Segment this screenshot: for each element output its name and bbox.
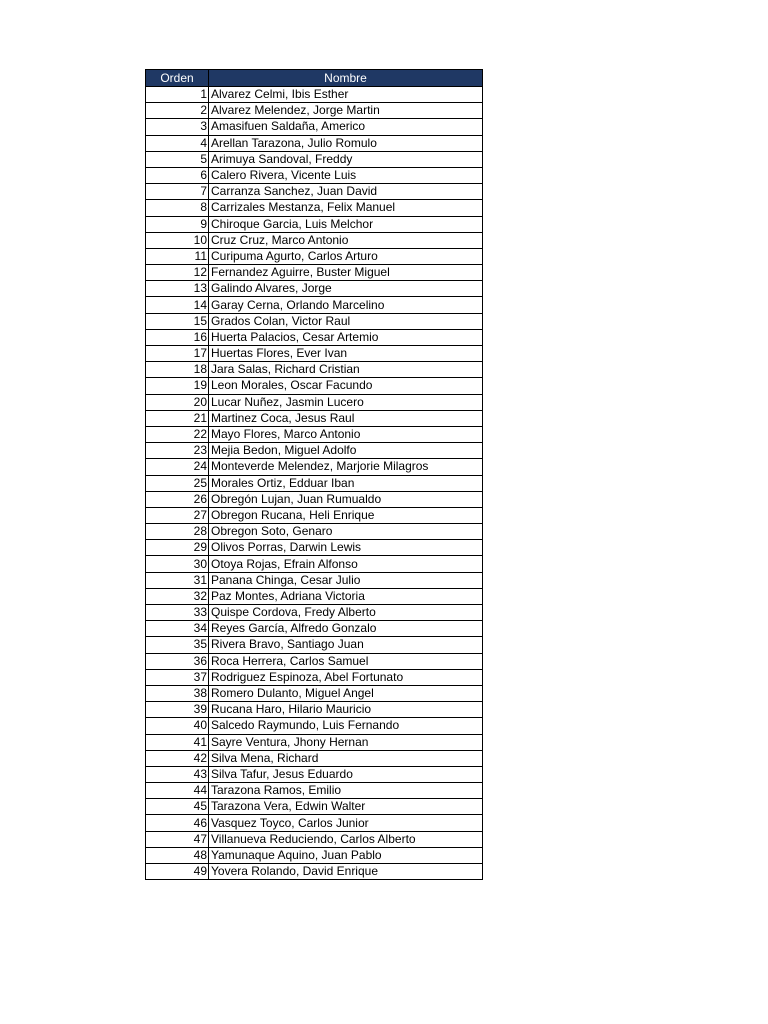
nombre-cell: Mayo Flores, Marco Antonio	[209, 426, 483, 442]
nombre-cell: Lucar Nuñez, Jasmin Lucero	[209, 394, 483, 410]
orden-cell: 48	[146, 847, 209, 863]
orden-cell: 37	[146, 669, 209, 685]
table-body	[146, 87, 483, 880]
orden-cell: 10	[146, 232, 209, 248]
nombre-cell: Silva Tafur, Jesus Eduardo	[209, 766, 483, 782]
table-row	[146, 87, 483, 103]
orden-cell: 20	[146, 394, 209, 410]
orden-cell: 35	[146, 637, 209, 653]
name-list-sheet	[145, 69, 482, 880]
table-row	[146, 847, 483, 863]
orden-cell: 40	[146, 718, 209, 734]
nombre-cell: Curipuma Agurto, Carlos Arturo	[209, 248, 483, 264]
orden-cell: 45	[146, 799, 209, 815]
nombre-cell: Martinez Coca, Jesus Raul	[209, 410, 483, 426]
orden-cell: 44	[146, 783, 209, 799]
table-row	[146, 669, 483, 685]
nombre-cell: Huertas Flores, Ever Ivan	[209, 346, 483, 362]
nombre-cell: Yamunaque Aquino, Juan Pablo	[209, 847, 483, 863]
nombre-cell: Arimuya Sandoval, Freddy	[209, 151, 483, 167]
table-row	[146, 426, 483, 442]
orden-cell: 3	[146, 119, 209, 135]
table-row	[146, 475, 483, 491]
table-row	[146, 410, 483, 426]
table-row	[146, 491, 483, 507]
table-row	[146, 167, 483, 183]
nombre-cell: Monteverde Melendez, Marjorie Milagros	[209, 459, 483, 475]
nombre-cell: Cruz Cruz, Marco Antonio	[209, 232, 483, 248]
orden-cell: 24	[146, 459, 209, 475]
nombre-cell: Calero Rivera, Vicente Luis	[209, 167, 483, 183]
table-row	[146, 637, 483, 653]
table-row	[146, 588, 483, 604]
nombre-cell: Sayre Ventura, Jhony Hernan	[209, 734, 483, 750]
table-row	[146, 524, 483, 540]
nombre-cell: Amasifuen Saldaña, Americo	[209, 119, 483, 135]
nombre-cell: Grados Colan, Victor Raul	[209, 313, 483, 329]
table-row	[146, 184, 483, 200]
table-row	[146, 216, 483, 232]
nombre-cell: Leon Morales, Oscar Facundo	[209, 378, 483, 394]
orden-cell: 11	[146, 248, 209, 264]
orden-cell: 12	[146, 265, 209, 281]
table-row	[146, 702, 483, 718]
table-row	[146, 313, 483, 329]
table-row	[146, 362, 483, 378]
nombre-cell: Reyes García, Alfredo Gonzalo	[209, 621, 483, 637]
nombre-cell: Olivos Porras, Darwin Lewis	[209, 540, 483, 556]
orden-cell: 4	[146, 135, 209, 151]
table-row	[146, 265, 483, 281]
table-row	[146, 151, 483, 167]
column-header-orden: Orden	[146, 70, 209, 87]
orden-cell: 21	[146, 410, 209, 426]
nombre-cell: Galindo Alvares, Jorge	[209, 281, 483, 297]
nombre-cell: Romero Dulanto, Miguel Angel	[209, 685, 483, 701]
nombre-cell: Jara Salas, Richard Cristian	[209, 362, 483, 378]
name-list-table	[145, 69, 483, 880]
table-row	[146, 135, 483, 151]
orden-cell: 33	[146, 605, 209, 621]
table-row	[146, 783, 483, 799]
table-row	[146, 119, 483, 135]
orden-cell: 13	[146, 281, 209, 297]
table-row	[146, 103, 483, 119]
table-row	[146, 750, 483, 766]
nombre-cell: Roca Herrera, Carlos Samuel	[209, 653, 483, 669]
nombre-cell: Alvarez Celmi, Ibis Esther	[209, 87, 483, 103]
nombre-cell: Carranza Sanchez, Juan David	[209, 184, 483, 200]
nombre-cell: Rivera Bravo, Santiago Juan	[209, 637, 483, 653]
nombre-cell: Quispe Cordova, Fredy Alberto	[209, 605, 483, 621]
table-row	[146, 734, 483, 750]
table-row	[146, 621, 483, 637]
nombre-cell: Arellan Tarazona, Julio Romulo	[209, 135, 483, 151]
table-row	[146, 653, 483, 669]
orden-cell: 46	[146, 815, 209, 831]
orden-cell: 43	[146, 766, 209, 782]
table-row	[146, 831, 483, 847]
table-row	[146, 556, 483, 572]
table-row	[146, 799, 483, 815]
orden-cell: 31	[146, 572, 209, 588]
orden-cell: 34	[146, 621, 209, 637]
nombre-cell: Chiroque Garcia, Luis Melchor	[209, 216, 483, 232]
orden-cell: 39	[146, 702, 209, 718]
orden-cell: 6	[146, 167, 209, 183]
nombre-cell: Morales Ortiz, Edduar Iban	[209, 475, 483, 491]
orden-cell: 36	[146, 653, 209, 669]
table-row	[146, 864, 483, 880]
nombre-cell: Huerta Palacios, Cesar Artemio	[209, 329, 483, 345]
nombre-cell: Fernandez Aguirre, Buster Miguel	[209, 265, 483, 281]
orden-cell: 47	[146, 831, 209, 847]
orden-cell: 8	[146, 200, 209, 216]
nombre-cell: Otoya Rojas, Efrain Alfonso	[209, 556, 483, 572]
table-row	[146, 459, 483, 475]
table-header-row	[146, 70, 483, 87]
orden-cell: 2	[146, 103, 209, 119]
table-row	[146, 507, 483, 523]
orden-cell: 28	[146, 524, 209, 540]
orden-cell: 15	[146, 313, 209, 329]
table-row	[146, 297, 483, 313]
orden-cell: 9	[146, 216, 209, 232]
nombre-cell: Silva Mena, Richard	[209, 750, 483, 766]
table-row	[146, 394, 483, 410]
table-row	[146, 766, 483, 782]
nombre-cell: Rodriguez Espinoza, Abel Fortunato	[209, 669, 483, 685]
nombre-cell: Carrizales Mestanza, Felix Manuel	[209, 200, 483, 216]
table-row	[146, 346, 483, 362]
nombre-cell: Obregón Lujan, Juan Rumualdo	[209, 491, 483, 507]
table-row	[146, 232, 483, 248]
orden-cell: 27	[146, 507, 209, 523]
orden-cell: 22	[146, 426, 209, 442]
nombre-cell: Rucana Haro, Hilario Mauricio	[209, 702, 483, 718]
orden-cell: 25	[146, 475, 209, 491]
orden-cell: 1	[146, 87, 209, 103]
table-row	[146, 815, 483, 831]
orden-cell: 5	[146, 151, 209, 167]
nombre-cell: Obregon Rucana, Heli Enrique	[209, 507, 483, 523]
nombre-cell: Villanueva Reduciendo, Carlos Alberto	[209, 831, 483, 847]
nombre-cell: Obregon Soto, Genaro	[209, 524, 483, 540]
orden-cell: 42	[146, 750, 209, 766]
table-row	[146, 540, 483, 556]
table-row	[146, 572, 483, 588]
column-header-nombre: Nombre	[209, 70, 483, 87]
table-row	[146, 281, 483, 297]
orden-cell: 7	[146, 184, 209, 200]
nombre-cell: Tarazona Vera, Edwin Walter	[209, 799, 483, 815]
table-row	[146, 443, 483, 459]
nombre-cell: Tarazona Ramos, Emilio	[209, 783, 483, 799]
orden-cell: 26	[146, 491, 209, 507]
table-row	[146, 718, 483, 734]
orden-cell: 16	[146, 329, 209, 345]
nombre-cell: Panana Chinga, Cesar Julio	[209, 572, 483, 588]
orden-cell: 17	[146, 346, 209, 362]
orden-cell: 19	[146, 378, 209, 394]
orden-cell: 23	[146, 443, 209, 459]
nombre-cell: Alvarez Melendez, Jorge Martin	[209, 103, 483, 119]
table-row	[146, 248, 483, 264]
orden-cell: 14	[146, 297, 209, 313]
nombre-cell: Salcedo Raymundo, Luis Fernando	[209, 718, 483, 734]
table-row	[146, 605, 483, 621]
table-row	[146, 685, 483, 701]
nombre-cell: Vasquez Toyco, Carlos Junior	[209, 815, 483, 831]
table-row	[146, 378, 483, 394]
nombre-cell: Yovera Rolando, David Enrique	[209, 864, 483, 880]
orden-cell: 30	[146, 556, 209, 572]
orden-cell: 29	[146, 540, 209, 556]
table-row	[146, 329, 483, 345]
nombre-cell: Mejia Bedon, Miguel Adolfo	[209, 443, 483, 459]
table-row	[146, 200, 483, 216]
orden-cell: 32	[146, 588, 209, 604]
nombre-cell: Garay Cerna, Orlando Marcelino	[209, 297, 483, 313]
orden-cell: 18	[146, 362, 209, 378]
orden-cell: 38	[146, 685, 209, 701]
orden-cell: 49	[146, 864, 209, 880]
nombre-cell: Paz Montes, Adriana Victoria	[209, 588, 483, 604]
orden-cell: 41	[146, 734, 209, 750]
